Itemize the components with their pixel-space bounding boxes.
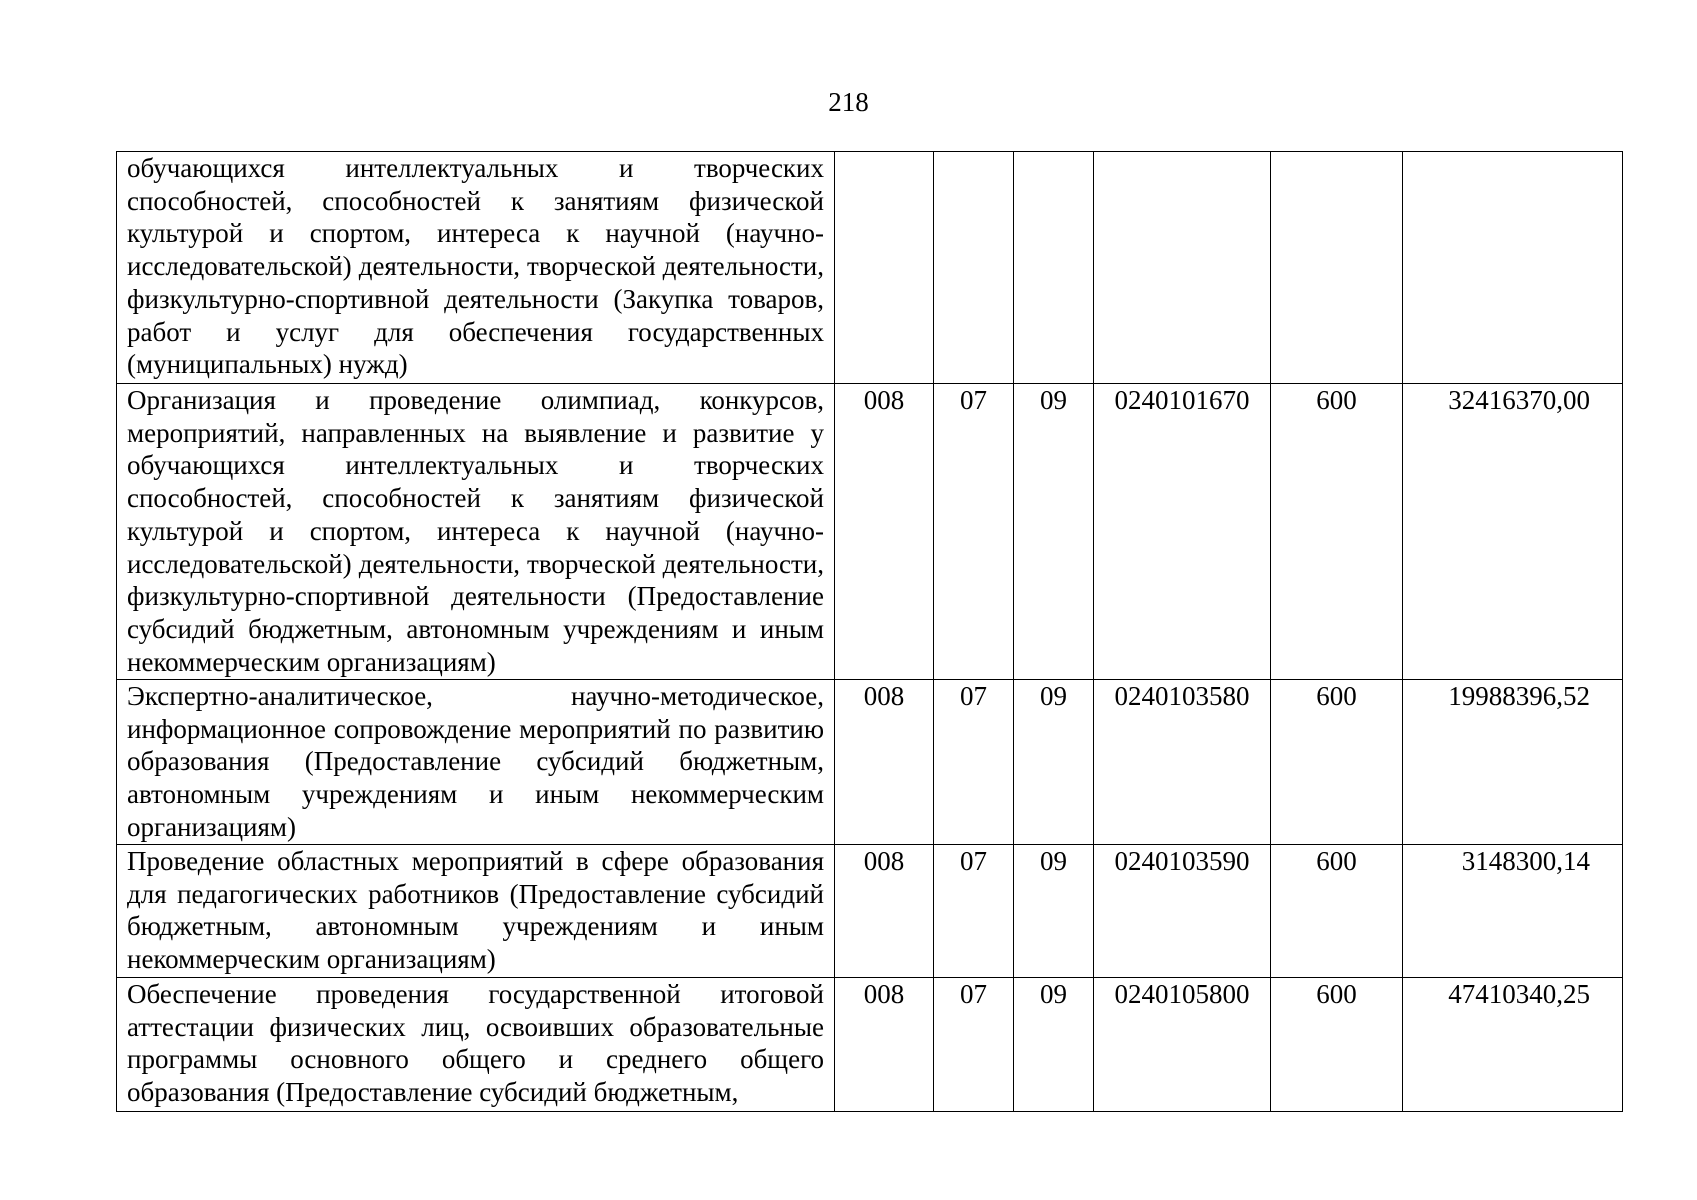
row-expense-type	[1271, 152, 1403, 384]
row-target-article: 0240101670	[1094, 384, 1271, 680]
row-target-article: 0240103590	[1094, 845, 1271, 978]
row-ministry-code: 008	[835, 680, 934, 845]
page-number: 218	[828, 87, 869, 117]
row-amount	[1403, 152, 1623, 384]
row-subsection-code: 09	[1014, 384, 1094, 680]
row-amount: 3148300,14	[1403, 845, 1623, 978]
row-description: Экспертно-аналитическое, научно-методическое, информационное сопровождение мероприятий по развитию образования (Предоставление субсидий бюджетным, автономным учреждениям и иным некоммерческим организациям)	[117, 680, 835, 845]
row-ministry-code: 008	[835, 845, 934, 978]
row-description: Организация и проведение олимпиад, конкурсов, мероприятий, направленных на выявление и развитие у обучающихся интеллектуальных и творческих способностей, способностей к занятиям физической культурой и спортом, интереса к научной (научно-исследовательской) деятельности, творческой деятельности, физкультурно-спортивной деятельности (Предоставление субсидий бюджетным, автономным учреждениям и иным некоммерческим организациям)	[117, 384, 835, 680]
table-row	[117, 845, 1623, 978]
row-description: Обеспечение проведения государственной итоговой аттестации физических лиц, освоивших образовательные программы основного общего и среднего общего образования (Предоставление субсидий бюджетным,	[117, 978, 835, 1112]
row-amount: 47410340,25	[1403, 978, 1623, 1112]
table-row	[117, 384, 1623, 680]
row-expense-type: 600	[1271, 680, 1403, 845]
budget-table	[116, 151, 1623, 1112]
row-subsection-code: 09	[1014, 845, 1094, 978]
row-section-code	[934, 152, 1014, 384]
row-expense-type: 600	[1271, 978, 1403, 1112]
row-amount: 19988396,52	[1403, 680, 1623, 845]
row-subsection-code	[1014, 152, 1094, 384]
row-ministry-code: 008	[835, 978, 934, 1112]
row-target-article: 0240103580	[1094, 680, 1271, 845]
row-subsection-code: 09	[1014, 680, 1094, 845]
row-description: обучающихся интеллектуальных и творческих способностей, способностей к занятиям физической культурой и спортом, интереса к научной (научно-исследовательской) деятельности, творческой деятельности, физкультурно-спортивной деятельности (Закупка товаров, работ и услуг для обеспечения государственных (муниципальных) нужд)	[117, 152, 835, 384]
row-expense-type: 600	[1271, 845, 1403, 978]
row-section-code: 07	[934, 680, 1014, 845]
row-section-code: 07	[934, 978, 1014, 1112]
row-description: Проведение областных мероприятий в сфере образования для педагогических работников (Предоставление субсидий бюджетным, автономным учреждениям и иным некоммерческим организациям)	[117, 845, 835, 978]
row-target-article: 0240105800	[1094, 978, 1271, 1112]
row-amount: 32416370,00	[1403, 384, 1623, 680]
row-ministry-code	[835, 152, 934, 384]
row-target-article	[1094, 152, 1271, 384]
row-section-code: 07	[934, 384, 1014, 680]
table-row	[117, 152, 1623, 384]
table-row	[117, 978, 1623, 1112]
table-row	[117, 680, 1623, 845]
row-ministry-code: 008	[835, 384, 934, 680]
row-expense-type: 600	[1271, 384, 1403, 680]
row-subsection-code: 09	[1014, 978, 1094, 1112]
row-section-code: 07	[934, 845, 1014, 978]
